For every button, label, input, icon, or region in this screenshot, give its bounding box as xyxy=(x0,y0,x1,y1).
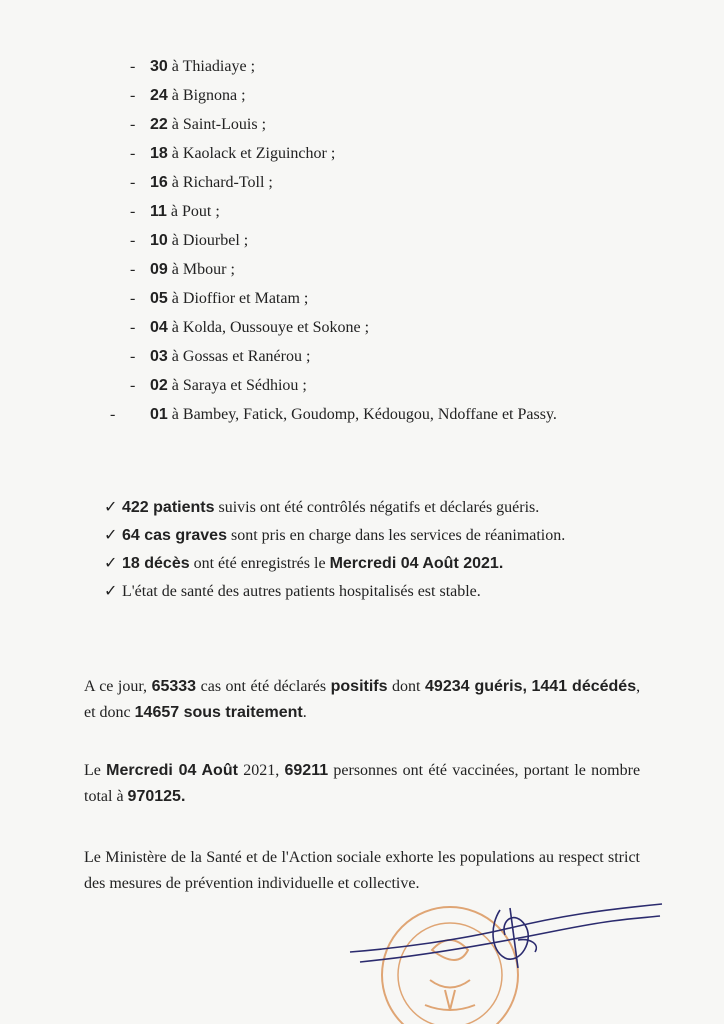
summary-paragraph: A ce jour, 65333 cas ont été déclarés positifs dont 49234 guéris, 1441 décédés, et donc 14657 sous traitement. xyxy=(84,678,641,721)
list-item-stable: ✓ L'état de santé des autres patients hospitalisés est stable. xyxy=(104,580,644,604)
list-item: - 02 à Saraya et Sédhiou ; xyxy=(130,371,650,400)
list-item: - 10 à Diourbel ; xyxy=(130,226,650,255)
check-icon: ✓ xyxy=(104,499,118,516)
check-icon: ✓ xyxy=(104,555,118,572)
list-item: - 09 à Mbour ; xyxy=(130,255,650,284)
dash-icon: - xyxy=(130,58,136,75)
vaccination-paragraph: Le Mercredi 04 Août 2021, 69211 personnes ont été vaccinées, portant le nombre total à 970125. xyxy=(84,762,641,805)
dash-icon: - xyxy=(130,348,136,365)
cases-by-locality-list xyxy=(110,52,650,429)
list-item: - 18 à Kaolack et Ziguinchor ; xyxy=(130,139,650,168)
list-item-recovered: ✓ 422 patients suivis ont été contrôlés négatifs et déclarés guéris. xyxy=(104,496,644,520)
dash-icon: - xyxy=(130,203,136,220)
list-item-severe: ✓ 64 cas graves sont pris en charge dans les services de réanimation. xyxy=(104,524,644,548)
dash-icon: - xyxy=(130,319,136,336)
dash-icon: - xyxy=(130,116,136,133)
list-item: - 16 à Richard-Toll ; xyxy=(130,168,650,197)
dash-icon: - xyxy=(130,232,136,249)
closing-paragraph: Le Ministère de la Santé et de l'Action sociale exhorte les populations au respect strict des mesures de prévention individuelle et collective. xyxy=(84,849,640,892)
check-icon: ✓ xyxy=(104,527,118,544)
dash-icon: - xyxy=(130,145,136,162)
list-item: - 04 à Kolda, Oussouye et Sokone ; xyxy=(130,313,650,342)
list-item: - 11 à Pout ; xyxy=(130,197,650,226)
check-icon: ✓ xyxy=(104,583,118,600)
list-item-deaths: ✓ 18 décès ont été enregistrés le Mercredi 04 Août 2021. xyxy=(104,552,644,576)
highlights-list xyxy=(104,496,644,608)
list-item: - 24 à Bignona ; xyxy=(130,81,650,110)
dash-icon: - xyxy=(130,261,136,278)
list-item: - 05 à Dioffior et Matam ; xyxy=(130,284,650,313)
dash-icon: - xyxy=(130,87,136,104)
list-item: - 30 à Thiadiaye ; xyxy=(130,52,650,81)
dash-icon: - xyxy=(130,174,136,191)
list-item: - 01 à Bambey, Fatick, Goudomp, Kédougou, Ndoffane et Passy. xyxy=(130,400,650,429)
list-item: - 03 à Gossas et Ranérou ; xyxy=(130,342,650,371)
list-item: - 22 à Saint-Louis ; xyxy=(130,110,650,139)
official-stamp-and-signature xyxy=(340,880,670,1024)
dash-icon: - xyxy=(130,377,136,394)
dash-icon: - xyxy=(130,290,136,307)
dash-icon: - xyxy=(110,406,116,423)
stamp-seal-icon xyxy=(382,907,518,1024)
